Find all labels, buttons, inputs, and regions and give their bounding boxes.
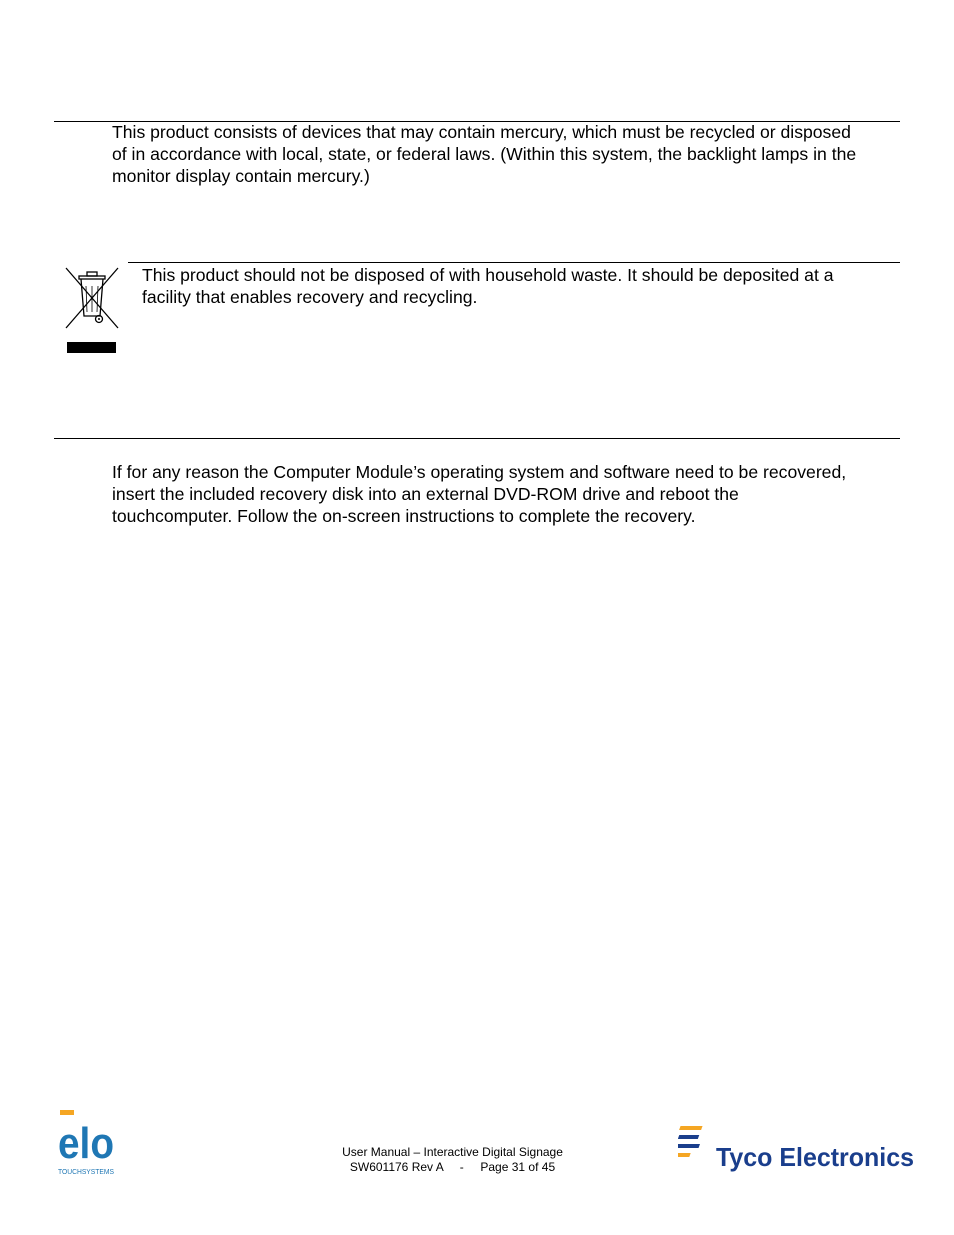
section-rule-recovery	[54, 438, 900, 439]
recovery-line-2: insert the included recovery disk into an external DVD-ROM drive and reboot the	[112, 484, 739, 504]
mercury-line-3: monitor display contain mercury.)	[112, 166, 370, 186]
weee-line-2: facility that enables recovery and recycling.	[142, 287, 478, 307]
section-rule-weee	[128, 262, 900, 263]
elo-logo-subtext: TOUCHSYSTEMS	[58, 1169, 115, 1176]
recovery-line-3: touchcomputer. Follow the on-screen instructions to complete the recovery.	[112, 506, 696, 526]
mercury-line-1: This product consists of devices that may contain mercury, which must be recycled or disposed	[112, 122, 851, 142]
weee-crossed-out-bin-icon	[62, 266, 122, 356]
weee-paragraph	[142, 264, 834, 308]
mercury-line-2: of in accordance with local, state, or federal laws. (Within this system, the backlight lamps in the	[112, 144, 857, 164]
mercury-paragraph	[112, 121, 856, 187]
footer-manual-title: User Manual – Interactive Digital Signage	[342, 1145, 563, 1159]
footer-page-info: SW601176 Rev A - Page 31 of 45	[349, 1160, 556, 1174]
recovery-line-1: If for any reason the Computer Module’s operating system and software need to be recovered,	[112, 462, 847, 482]
weee-line-1: This product should not be disposed of with household waste. It should be deposited at a	[142, 265, 834, 285]
tyco-logo-text: Tyco Electronics	[716, 1142, 914, 1172]
recovery-paragraph	[112, 461, 846, 527]
elo-touchsystems-logo	[58, 1108, 118, 1176]
tyco-electronics-logo	[678, 1122, 918, 1174]
elo-logo-text: elo	[58, 1119, 114, 1168]
